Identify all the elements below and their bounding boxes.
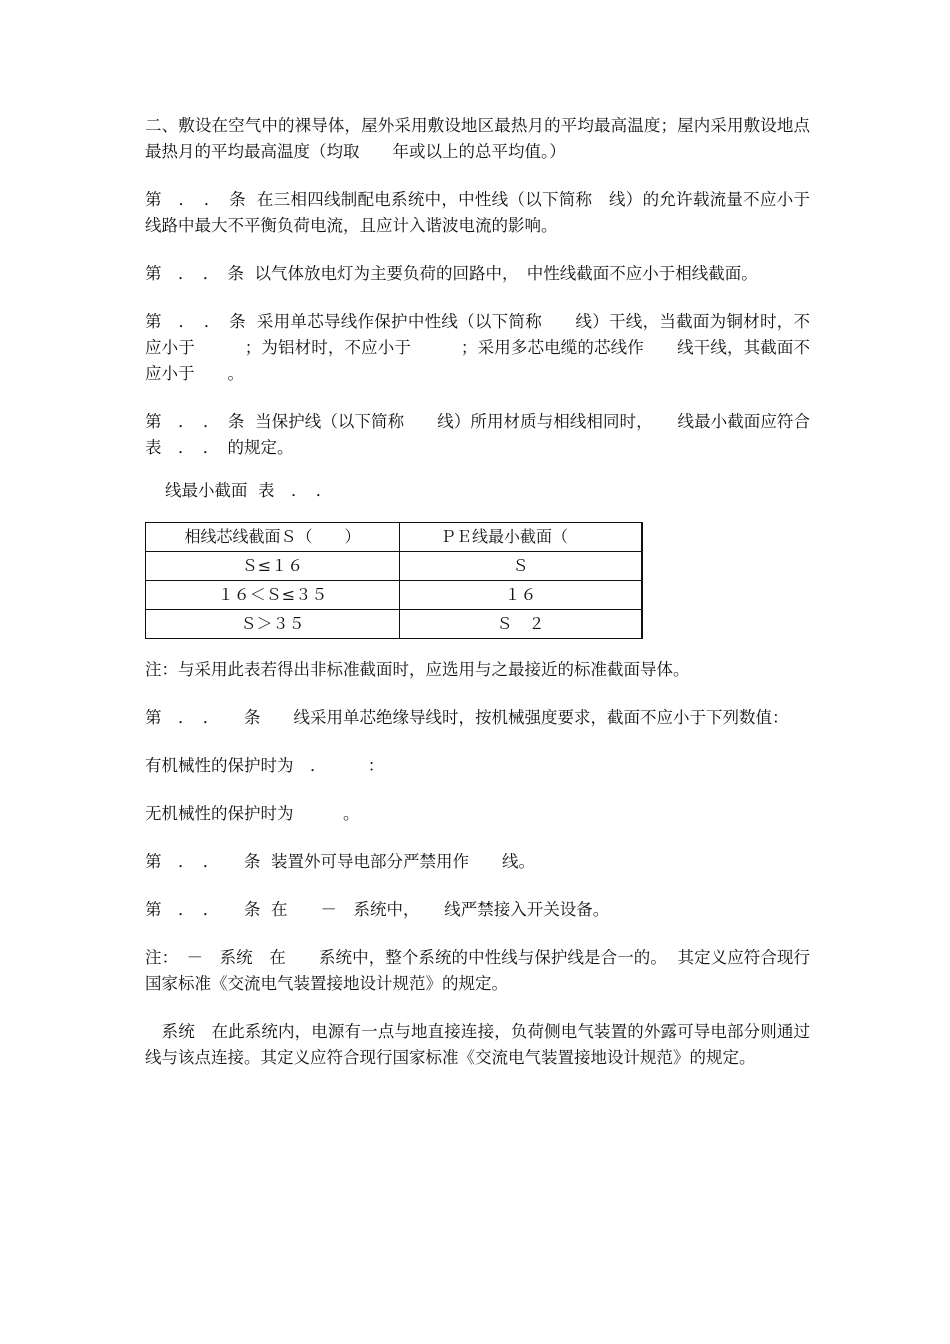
table-cell: Ｓ＞３５ bbox=[146, 610, 400, 639]
paragraph-conductive-parts: 第 ． ． 条 装置外可导电部分严禁用作 线。 bbox=[145, 852, 535, 871]
table-row bbox=[146, 552, 643, 581]
table-row bbox=[146, 581, 643, 610]
table-cell: １６＜Ｓ≤３５ bbox=[146, 581, 400, 610]
document-page bbox=[145, 113, 843, 1071]
pe-min-section-table bbox=[145, 522, 643, 639]
paragraph-pe-conductor: 第 ． ． 条 当保护线（以下简称 线）所用材质与相线相同时， 线最小截面应符合表 ． ． 的规定。 bbox=[145, 412, 810, 457]
table-header-row bbox=[146, 523, 643, 552]
paragraph-switching-devices: 第 ． ． 条 在 － 系统中， 线严禁接入开关设备。 bbox=[145, 900, 610, 919]
table-cell: Ｓ bbox=[400, 552, 643, 581]
table-row bbox=[146, 610, 643, 639]
note-system-definition: 注： － 系统 在 系统中，整个系统的中性线与保护线是合一的。 其定义应符合现行国家标准《交流电气装置接地设计规范》的规定。 bbox=[145, 948, 810, 993]
paragraph-discharge-lamp: 第 ． ． 条 以气体放电灯为主要负荷的回路中， 中性线截面不应小于相线截面。 bbox=[145, 264, 758, 283]
paragraph-single-core-pe: 第 ． ． 条 线采用单芯绝缘导线时，按机械强度要求，截面不应小于下列数值： bbox=[145, 708, 789, 727]
table-cell: １６ bbox=[400, 581, 643, 610]
note-nonstandard-section: 注：与采用此表若得出非标准截面时，应选用与之最接近的标准截面导体。 bbox=[145, 660, 690, 679]
paragraph-mechanical-protection: 有机械性的保护时为 ． ： bbox=[145, 756, 385, 775]
table-cell: Ｓ≤１６ bbox=[146, 552, 400, 581]
table-cell: Ｓ ２ bbox=[400, 610, 643, 639]
paragraph-pen-conductor: 第 ． ． 条 采用单芯导线作保护中性线（以下简称 线）干线，当截面为铜材时，不应小于 ；为铝材时，不应小于 ；采用多芯电缆的芯线作 线干线，其截面不应小于 。 bbox=[145, 312, 810, 383]
note-earthing-system: 系统 在此系统内，电源有一点与地直接连接，负荷侧电气装置的外露可导电部分则通过 线与该点连接。其定义应符合现行国家标准《交流电气装置接地设计规范》的规定。 bbox=[145, 1022, 843, 1067]
paragraph-neutral-current: 第 ． ． 条 在三相四线制配电系统中，中性线（以下简称 线）的允许载流量不应小于线路中最大不平衡负荷电流，且应计入谐波电流的影响。 bbox=[145, 190, 810, 235]
paragraph-bare-conductor: 二、敷设在空气中的裸导体，屋外采用敷设地区最热月的平均最高温度；屋内采用敷设地点最热月的平均最高温度（均取 年或以上的总平均值。） bbox=[145, 116, 810, 161]
paragraph-no-mechanical-protection: 无机械性的保护时为 。 bbox=[145, 804, 360, 823]
table-header-cell: 相线芯线截面Ｓ（ ） bbox=[146, 523, 400, 552]
table-caption: 线最小截面 表 ． ． bbox=[165, 481, 333, 500]
table-header-cell: ＰＥ线最小截面（ bbox=[400, 523, 643, 552]
